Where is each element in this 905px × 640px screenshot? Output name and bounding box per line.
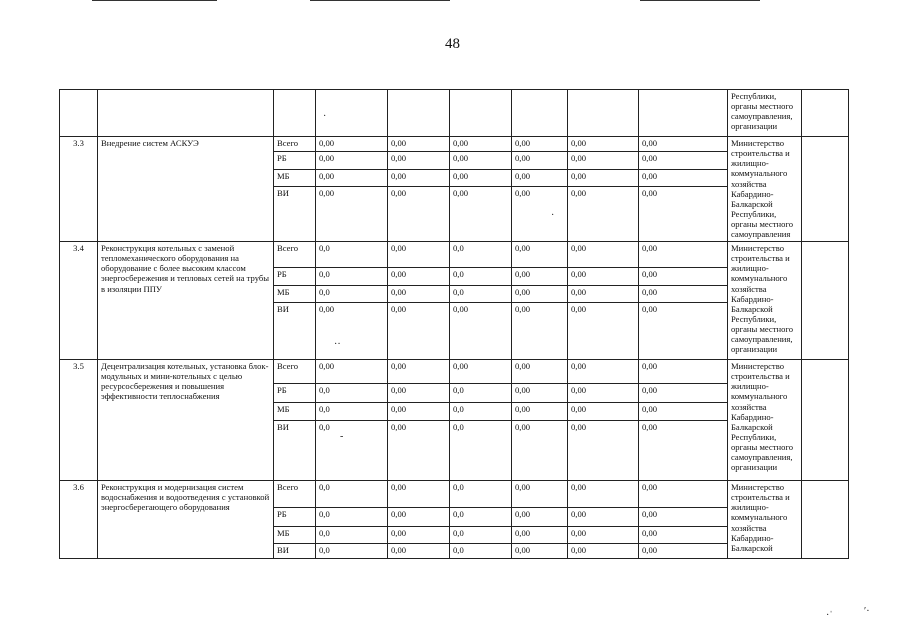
cell-value: 0,00 xyxy=(568,170,639,187)
cell-value: 0,00 xyxy=(639,286,728,303)
cell-value: 0,00 xyxy=(388,403,450,421)
budget-table xyxy=(59,89,849,559)
cell-value: 0,00 xyxy=(639,170,728,187)
cell-value: 0,00 xyxy=(568,527,639,544)
cell-value: 0,00 xyxy=(450,137,512,152)
cell-source: РБ xyxy=(274,152,316,170)
cell-value: 0,00 xyxy=(568,242,639,268)
cell-value: 0,00 xyxy=(568,403,639,421)
cell-value: 0,0 xyxy=(316,508,388,527)
cell-value: 0,00 xyxy=(450,170,512,187)
cell-value xyxy=(639,90,728,137)
cell-value: 0,00 xyxy=(450,187,512,242)
cell-value: 0,00 xyxy=(316,170,388,187)
table-row xyxy=(60,242,849,268)
cell-source: ВИ xyxy=(274,421,316,481)
scan-mark: · xyxy=(323,111,327,122)
cell-value: 0,0 xyxy=(316,384,388,403)
cell-value: 0,00 xyxy=(450,303,512,360)
cell-value xyxy=(450,90,512,137)
top-rule-left xyxy=(92,0,217,1)
cell-value: 0,00 xyxy=(388,137,450,152)
cell-value: 0,00 xyxy=(639,421,728,481)
cell-value: 0,00 xyxy=(388,421,450,481)
cell-agency: Республики, органы местного самоуправления, организации xyxy=(728,90,802,137)
cell-value: 0,00 xyxy=(512,268,568,286)
cell-value: 0,00 xyxy=(388,360,450,384)
cell-value: 0,00 xyxy=(512,421,568,481)
cell-value: 0,00 xyxy=(450,360,512,384)
cell-value: 0,00 xyxy=(639,187,728,242)
page-number: 48 xyxy=(445,36,460,52)
cell-value: 0,00 xyxy=(316,137,388,152)
cell-value: 0,00 xyxy=(639,137,728,152)
cell-source: Всего xyxy=(274,242,316,268)
cell-value: 0,0 xyxy=(316,268,388,286)
cell-value: 0,00 xyxy=(568,268,639,286)
cell-name: Реконструкция и модернизация систем водоснабжения и водоотведения с установкой энергосберегающего оборудования xyxy=(98,481,274,559)
cell-value: 0,00 xyxy=(639,384,728,403)
cell-value: 0,00 xyxy=(512,170,568,187)
cell-value: 0,00 xyxy=(639,268,728,286)
cell-source: ВИ xyxy=(274,303,316,360)
cell-value: 0,00 xyxy=(388,152,450,170)
top-rule-right xyxy=(640,0,760,1)
cell-value: 0,00 xyxy=(316,303,388,360)
cell-last xyxy=(802,137,849,242)
cell-source: ВИ xyxy=(274,544,316,559)
cell-value: 0,00 xyxy=(568,152,639,170)
cell-num: 3.5 xyxy=(60,360,98,481)
cell-value xyxy=(512,90,568,137)
cell-value: 0,00 xyxy=(388,303,450,360)
cell-value: 0,00 xyxy=(639,527,728,544)
cell-value: 0,00 xyxy=(568,421,639,481)
cell-value: 0,00 xyxy=(512,137,568,152)
cell-value: 0,00 xyxy=(512,384,568,403)
cell-value: 0,00 xyxy=(568,286,639,303)
cell-source: МБ xyxy=(274,170,316,187)
cell-value: 0,00 xyxy=(512,360,568,384)
cell-value: 0,00 xyxy=(316,152,388,170)
top-rule-middle xyxy=(310,0,450,1)
cell-value: 0,00 xyxy=(388,242,450,268)
cell-value: 0,0 xyxy=(450,544,512,559)
cell-agency: Министерство строительства и жилищно-коммунального хозяйства Кабардино-Балкарской Республики, органы местного самоуправления, организации xyxy=(728,360,802,481)
cell-value: 0,00 xyxy=(639,242,728,268)
cell-value xyxy=(388,90,450,137)
scan-mark: ·ˈ xyxy=(826,610,833,621)
cell-value: 0,00 xyxy=(568,360,639,384)
cell-value: 0,00 xyxy=(512,242,568,268)
cell-value: 0,00 xyxy=(388,481,450,508)
cell-value: 0,0 xyxy=(450,527,512,544)
cell-value: 0,00 xyxy=(388,286,450,303)
cell-value: 0,00 xyxy=(388,527,450,544)
cell-value: 0,0 xyxy=(316,527,388,544)
cell-value: 0,00 xyxy=(512,481,568,508)
cell-name: Реконструкция котельных с заменой тепломеханического оборудования на оборудование с более высоким классом энергосбережения и тепловых сетей на трубы в изоляции ППУ xyxy=(98,242,274,360)
scan-mark: ʹ· xyxy=(864,606,870,617)
cell-value: 0,00 xyxy=(512,508,568,527)
cell-value: 0,0 xyxy=(316,544,388,559)
cell-value: 0,0 xyxy=(450,508,512,527)
cell-value: 0,00 xyxy=(639,152,728,170)
table-row xyxy=(60,481,849,508)
cell-value: 0,00 xyxy=(512,152,568,170)
cell-source: РБ xyxy=(274,268,316,286)
cell-num: 3.4 xyxy=(60,242,98,360)
cell-value: 0,00 xyxy=(388,187,450,242)
cell-value: 0,0 xyxy=(316,403,388,421)
cell-source: МБ xyxy=(274,527,316,544)
cell-value: 0,0 xyxy=(450,421,512,481)
cell-num: 3.3 xyxy=(60,137,98,242)
cell-source: Всего xyxy=(274,137,316,152)
cell-name: Внедрение систем АСКУЭ xyxy=(98,137,274,242)
cell-name: Децентрализация котельных, установка блок-модульных и мини-котельных с целью ресурсосбережения и повышения эффективности теплоснабжения xyxy=(98,360,274,481)
cell-value: 0,0 xyxy=(450,242,512,268)
cell-value: 0,00 xyxy=(512,303,568,360)
cell-last xyxy=(802,360,849,481)
cell-source: МБ xyxy=(274,403,316,421)
cell-value: 0,0 xyxy=(316,242,388,268)
cell-value: 0,00 xyxy=(568,481,639,508)
cell-source: Всего xyxy=(274,360,316,384)
cell-value: 0,00 xyxy=(639,360,728,384)
cell-last xyxy=(802,242,849,360)
cell-value: 0,0 xyxy=(450,268,512,286)
cell-value: 0,00 xyxy=(512,544,568,559)
cell-value: 0,0 xyxy=(316,421,388,481)
cell-value: 0,00 xyxy=(568,508,639,527)
cell-value: 0,00 xyxy=(388,268,450,286)
cell-value: 0,00 xyxy=(316,187,388,242)
cell-source xyxy=(274,90,316,137)
scan-mark: · xyxy=(551,210,555,221)
continuation-row xyxy=(60,90,849,137)
cell-value: 0,00 xyxy=(639,508,728,527)
cell-value: 0,00 xyxy=(568,544,639,559)
cell-value: 0,0 xyxy=(450,403,512,421)
cell-value: 0,00 xyxy=(512,187,568,242)
cell-value: 0,00 xyxy=(450,152,512,170)
cell-value: 0,0 xyxy=(450,481,512,508)
cell-last xyxy=(802,90,849,137)
cell-value: 0,00 xyxy=(568,384,639,403)
cell-value: 0,00 xyxy=(388,544,450,559)
cell-value: 0,0 xyxy=(450,286,512,303)
cell-value: 0,00 xyxy=(388,170,450,187)
cell-value: 0,00 xyxy=(639,544,728,559)
cell-value: 0,00 xyxy=(568,303,639,360)
cell-value: 0,00 xyxy=(388,384,450,403)
cell-value: 0,00 xyxy=(512,286,568,303)
cell-source: РБ xyxy=(274,384,316,403)
cell-num: 3.6 xyxy=(60,481,98,559)
cell-value: 0,00 xyxy=(512,403,568,421)
cell-value: 0,00 xyxy=(316,360,388,384)
cell-value: 0,00 xyxy=(639,403,728,421)
cell-last xyxy=(802,481,849,559)
scan-mark: ·· xyxy=(334,339,341,350)
cell-source: РБ xyxy=(274,508,316,527)
cell-agency: Министерство строительства и жилищно-коммунального хозяйства Кабардино-Балкарской Республики, органы местного самоуправления xyxy=(728,137,802,242)
cell-value: 0,0 xyxy=(316,286,388,303)
cell-num xyxy=(60,90,98,137)
cell-value: 0,00 xyxy=(639,481,728,508)
scan-mark: - xyxy=(340,431,344,442)
cell-value: 0,00 xyxy=(568,187,639,242)
cell-value xyxy=(568,90,639,137)
cell-value: 0,0 xyxy=(316,481,388,508)
cell-source: Всего xyxy=(274,481,316,508)
cell-value: 0,00 xyxy=(639,303,728,360)
table-row xyxy=(60,137,849,152)
cell-agency: Министерство строительства и жилищно-коммунального хозяйства Кабардино-Балкарской Республики, органы местного самоуправления, организации xyxy=(728,242,802,360)
cell-source: МБ xyxy=(274,286,316,303)
cell-value: 0,00 xyxy=(388,508,450,527)
cell-value: 0,00 xyxy=(512,527,568,544)
cell-name xyxy=(98,90,274,137)
cell-value: 0,0 xyxy=(450,384,512,403)
cell-agency: Министерство строительства и жилищно-коммунального хозяйства Кабардино-Балкарской xyxy=(728,481,802,559)
table-row xyxy=(60,360,849,384)
cell-value: 0,00 xyxy=(568,137,639,152)
cell-source: ВИ xyxy=(274,187,316,242)
